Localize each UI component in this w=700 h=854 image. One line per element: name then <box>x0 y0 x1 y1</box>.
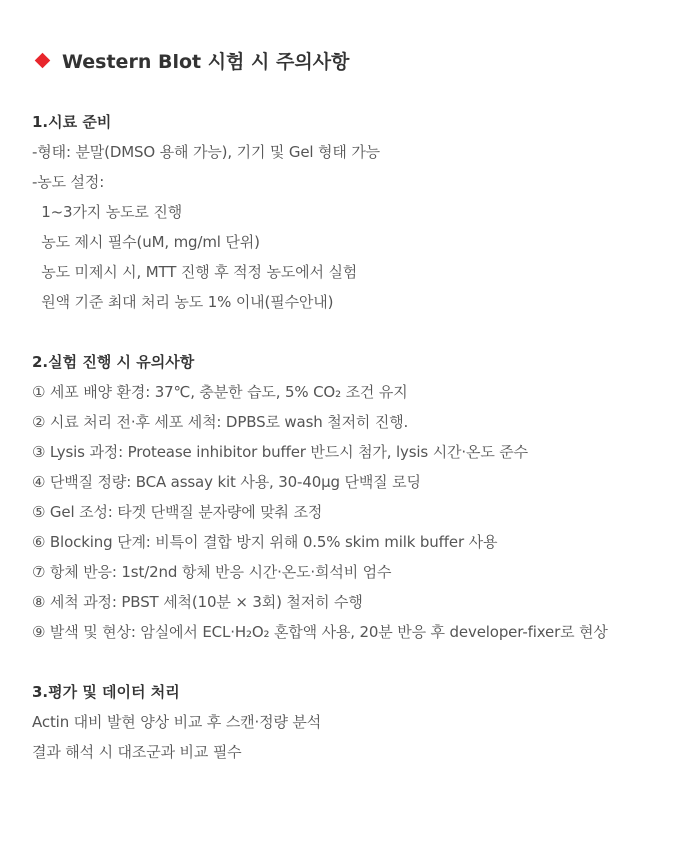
list-item: ⑦ 항체 반응: 1st/2nd 항체 반응 시간·온도·희석비 엄수 <box>32 563 392 581</box>
section-sample-preparation <box>32 107 380 317</box>
list-item: ⑨ 발색 및 현상: 암실에서 ECL·H₂O₂ 혼합액 사용, 20분 반응 후 developer-fixer로 현상 <box>32 623 608 641</box>
section-evaluation-data <box>32 677 321 767</box>
list-item: 결과 해석 시 대조군과 비교 필수 <box>32 743 242 761</box>
list-item: ① 세포 배양 환경: 37℃, 충분한 습도, 5% CO₂ 조건 유지 <box>32 383 408 401</box>
concentration-mtt-line: 농도 미제시 시, MTT 진행 후 적정 농도에서 실험 <box>32 263 358 281</box>
list-item: Actin 대비 발현 양상 비교 후 스캔·정량 분석 <box>32 713 322 731</box>
red-diamond-icon <box>35 52 51 68</box>
max-concentration-line: 원액 기준 최대 처리 농도 1% 이내(필수안내) <box>32 293 334 311</box>
sample-form-line: -형태: 분말(DMSO 용해 가능), 기기 및 Gel 형태 가능 <box>32 143 381 161</box>
list-item: ⑤ Gel 조성: 타겟 단백질 분자량에 맞춰 조정 <box>32 503 323 521</box>
list-item: ⑥ Blocking 단계: 비특이 결합 방지 위해 0.5% skim milk buffer 사용 <box>32 533 498 551</box>
section-heading: 2.실험 진행 시 유의사항 <box>32 353 195 371</box>
list-item: ④ 단백질 정량: BCA assay kit 사용, 30-40μg 단백질 로딩 <box>32 473 421 491</box>
section-heading: 3.평가 및 데이터 처리 <box>32 683 180 701</box>
concentration-required-line: 농도 제시 필수(uM, mg/ml 단위) <box>32 233 260 251</box>
page-title: Western Blot 시험 시 주의사항 <box>62 50 350 73</box>
list-item: ⑧ 세척 과정: PBST 세척(10분 × 3회) 철저히 수행 <box>32 593 363 611</box>
concentration-setting-line: -농도 설정: <box>32 173 105 191</box>
section-heading: 1.시료 준비 <box>32 113 112 131</box>
section-experiment-precautions <box>32 347 608 647</box>
concentration-count-line: 1~3가지 농도로 진행 <box>32 203 183 221</box>
list-item: ② 시료 처리 전·후 세포 세척: DPBS로 wash 철저히 진행. <box>32 413 409 431</box>
title-row <box>34 46 349 74</box>
list-item: ③ Lysis 과정: Protease inhibitor buffer 반드시 첨가, lysis 시간·온도 준수 <box>32 443 528 461</box>
